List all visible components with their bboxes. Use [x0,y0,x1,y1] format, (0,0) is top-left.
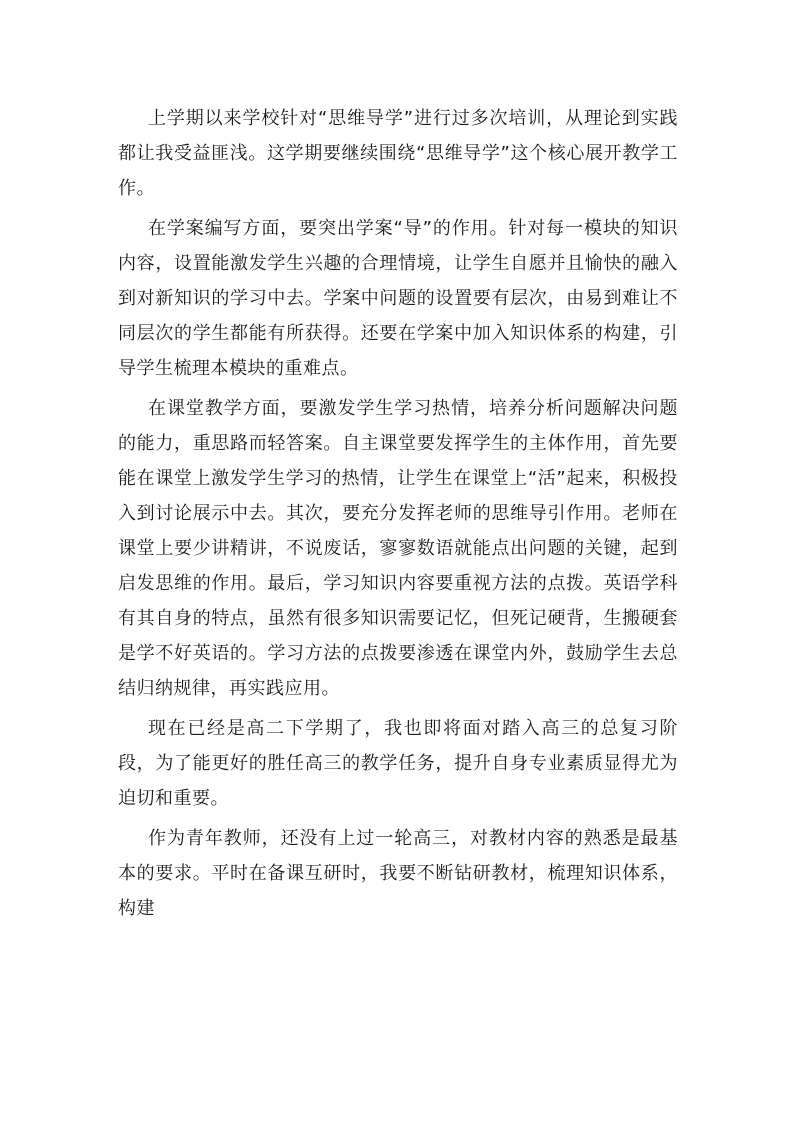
paragraph-study-plan-writing: 在学案编写方面，要突出学案“导”的作用。针对每一模块的知识内容，设置能激发学生兴趣的合理情境，让学生自愿并且愉快的融入到对新知识的学习中去。学案中问题的设置要有层次，由易到难让不同层次的学生都能有所获得。还要在学案中加入知识体系的构建，引导学生梳理本模块的重难点。 [118,218,678,379]
paragraph-classroom-teaching: 在课堂教学方面，要激发学生学习热情，培养分析问题解决问题的能力，重思路而轻答案。自主课堂要发挥学生的主体作用，首先要能在课堂上激发学生学习的热情，让学生在课堂上“活”起来，积极投入到讨论展示中去。其次，要充分发挥老师的思维导引作用。老师在课堂上要少讲精讲，不说废话，寥寥数语就能点出问题的关键，起到启发思维的作用。最后，学习知识内容要重视方法的点拨。英语学科有其自身的特点，虽然有很多知识需要记忆，但死记硬背，生搬硬套是学不好英语的。学习方法的点拨要渗透在课堂内外，鼓励学生去总结归纳规律，再实践应用。 [118,398,678,699]
paragraph-senior-year-preparation: 现在已经是高二下学期了，我也即将面对踏入高三的总复习阶段，为了能更好的胜任高三的教学任务，提升自身专业素质显得尤为迫切和重要。 [118,718,678,809]
document-body [118,101,678,931]
paragraph-young-teacher: 作为青年教师，还没有上过一轮高三，对教材内容的熟悉是最基本的要求。平时在备课互研时，我要不断钻研教材，梳理知识体系，构建 [118,828,678,919]
paragraph-thinking-guided-learning: 上学期以来学校针对“思维导学”进行过多次培训，从理论到实践都让我受益匪浅。这学期要继续围绕“思维导学”这个核心展开教学工作。 [118,108,678,199]
